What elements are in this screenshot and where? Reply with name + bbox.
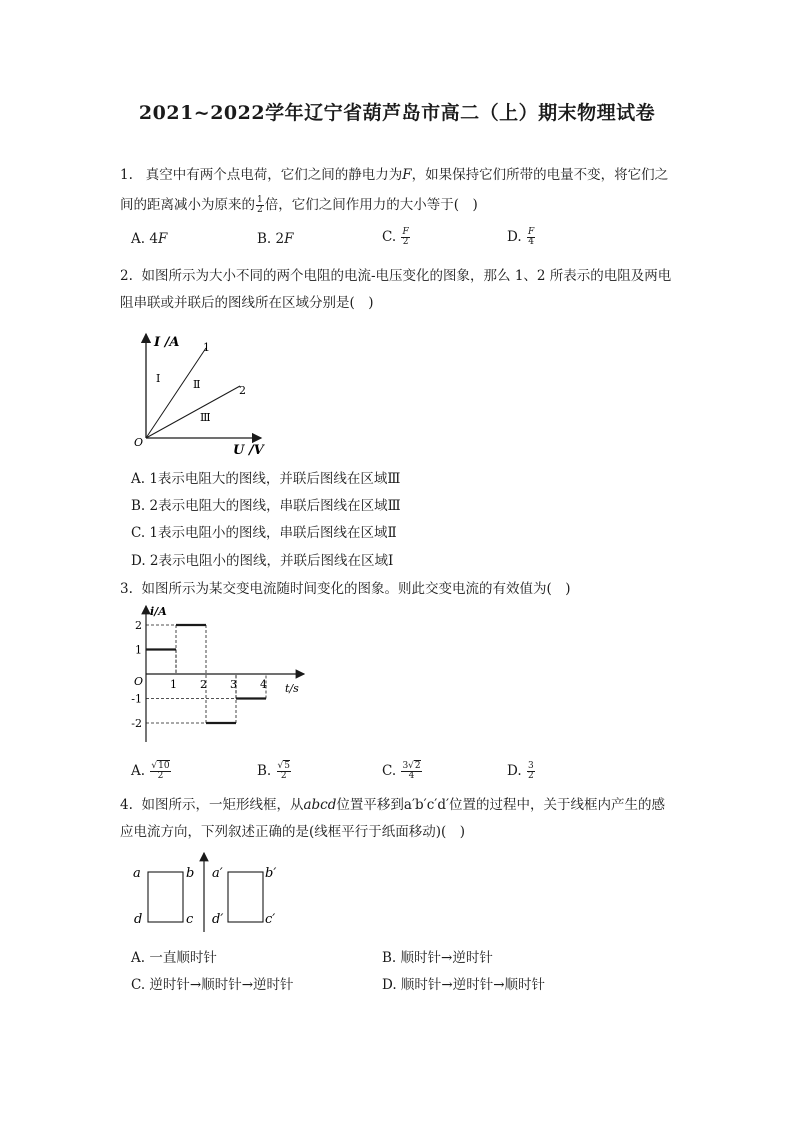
q4-frame-a2b2c2d2 <box>228 872 263 922</box>
q2-y-label: I /A <box>154 335 180 350</box>
q4-label-b-prime: b′ <box>265 866 277 881</box>
q2-text-1: 如图所示为大小不同的两个电阻的电流-电压变化的图象，那么 1、2 所表示的电阻及两电 <box>141 268 672 284</box>
q1-option-a[interactable] <box>131 231 167 247</box>
q3-opt-c-frac <box>401 762 421 781</box>
q3-opt-a-num: √10 <box>151 761 170 771</box>
q4-line1 <box>120 793 665 813</box>
q3-opt-b-label: B. <box>257 763 272 779</box>
q3-text-1: 如图所示为某交变电流随时间变化的图象。则此交变电流的有效值为( ) <box>141 581 571 597</box>
q1-opt-a-coef: 4 <box>149 231 158 247</box>
q2-line1-label: 1 <box>203 341 210 354</box>
q4-var-abcd: abcd <box>303 797 337 813</box>
q1-text-d: 倍，它们之间作用力的大小等于( ) <box>264 197 478 213</box>
q2-region-2: Ⅱ <box>193 378 201 391</box>
q2-option-b[interactable]: B. 2表示电阻大的图线，串联后图线在区域Ⅲ <box>131 498 401 514</box>
q1-opt-d-num: F <box>527 227 535 237</box>
q4-label-b: b <box>186 866 195 881</box>
q2-option-d[interactable]: D. 2表示电阻小的图线，并联后图线在区域Ⅰ <box>131 553 394 569</box>
q1-opt-a-var: F <box>157 231 168 247</box>
q3-opt-b-den: 2 <box>280 771 287 781</box>
q2-origin: O <box>134 436 144 449</box>
q3-y-label: i/A <box>150 605 167 618</box>
q2-x-label: U /V <box>233 443 264 458</box>
q1-opt-d-den: 4 <box>528 237 534 247</box>
q1-opt-b-coef: 2 <box>275 231 285 247</box>
q3-option-c[interactable] <box>382 762 423 781</box>
q1-fraction <box>256 196 264 215</box>
q2-text-2: 阻串联或并联后的图线所在区域分别是( ) <box>120 295 374 311</box>
q1-opt-d-frac <box>527 228 535 247</box>
q3-x-tick-label: 4 <box>260 678 267 691</box>
q4-text-b: 位置平移到a′b′c′d′位置的过程中，关于线框内产生的感 <box>336 797 666 813</box>
q1-line2 <box>120 193 478 215</box>
q1-opt-b-var: F <box>284 231 294 247</box>
q3-opt-b-num: √5 <box>277 761 290 771</box>
q2-region-3: Ⅲ <box>200 411 211 424</box>
q4-label-d-prime: d′ <box>212 912 224 927</box>
q1-opt-d-label: D. <box>507 229 522 245</box>
q3-option-a[interactable] <box>131 762 172 781</box>
q1-var-f: F <box>402 167 412 183</box>
q1-opt-b-label: B. <box>257 231 272 247</box>
q3-line1 <box>120 577 571 597</box>
q3-y-tick-label: 1 <box>135 643 142 657</box>
q1-opt-c-den: 2 <box>402 237 409 247</box>
q4-label-a: a <box>133 866 141 881</box>
q2-region-1: Ⅰ <box>156 372 161 385</box>
q4-option-b[interactable]: B. 顺时针→逆时针 <box>382 950 493 966</box>
q3-opt-a-frac <box>150 762 170 781</box>
q3-x-tick-label: 3 <box>230 678 237 691</box>
q3-x-tick-label: 2 <box>200 678 207 691</box>
q1-frac-num: 1 <box>257 195 263 205</box>
q2-line-1 <box>146 348 206 438</box>
q3-opt-c-coef: 3 <box>402 761 409 771</box>
q4-frame-figure <box>128 850 288 936</box>
q2-number: 2. <box>120 268 133 284</box>
q2-line2-label: 2 <box>239 384 246 397</box>
q1-option-b[interactable] <box>257 231 293 247</box>
q1-number: 1. <box>120 167 133 183</box>
q4-line2 <box>120 820 465 840</box>
q1-opt-c-label: C. <box>382 229 397 245</box>
q3-opt-d-label: D. <box>507 763 522 779</box>
q3-opt-a-den: 2 <box>157 771 164 781</box>
q3-y-tick-label: -2 <box>131 717 142 730</box>
q3-opt-c-num: 3√2 <box>402 761 421 771</box>
q4-text-a: 如图所示，一矩形线框，从 <box>141 797 304 813</box>
q1-opt-a-label: A. <box>131 231 146 247</box>
q2-option-c[interactable]: C. 1表示电阻小的图线，串联后图线在区域Ⅱ <box>131 525 397 541</box>
q1-text-c: 间的距离减小为原来的 <box>120 197 255 213</box>
q3-x-label: t/s <box>285 682 299 695</box>
q2-option-a[interactable]: A. 1表示电阻大的图线，并联后图线在区域Ⅲ <box>131 471 401 487</box>
q3-option-b[interactable] <box>257 762 292 781</box>
q1-opt-c-frac <box>401 228 409 247</box>
q3-opt-a-label: A. <box>131 763 146 779</box>
q3-opt-b-frac <box>277 762 291 781</box>
q3-number: 3. <box>120 581 133 597</box>
q1-text-b: ，如果保持它们所带的电量不变，将它们之 <box>411 167 669 183</box>
q2-line-2 <box>146 386 240 438</box>
q1-opt-c-num: F <box>402 227 409 237</box>
q1-text-a: 真空中有两个点电荷，它们之间的静电力为 <box>145 167 403 183</box>
q4-label-c-prime: c′ <box>265 912 276 927</box>
q2-iu-graph <box>128 328 268 458</box>
q4-text-2: 应电流方向，下列叙述正确的是(线框平行于纸面移动)( ) <box>120 824 466 840</box>
q3-opt-d-den: 2 <box>527 771 534 781</box>
q3-origin: O <box>134 675 144 688</box>
q3-current-graph <box>128 602 308 744</box>
q4-label-d: d <box>134 912 143 927</box>
q4-number: 4. <box>120 797 133 813</box>
q1-option-d[interactable] <box>507 228 536 247</box>
page-title: 2021~2022学年辽宁省葫芦岛市高二（上）期末物理试卷 <box>138 102 656 124</box>
q3-opt-a-radicand: 10 <box>158 761 170 771</box>
q3-opt-d-frac <box>527 762 535 781</box>
q4-label-c: c <box>186 912 194 927</box>
q3-option-d[interactable] <box>507 762 536 781</box>
q3-opt-d-num: 3 <box>527 761 534 771</box>
q4-frame-abcd <box>148 872 183 922</box>
q2-line1 <box>120 264 671 284</box>
q3-opt-c-radicand: 2 <box>414 761 421 771</box>
q3-y-tick-label: 2 <box>135 619 142 632</box>
q3-opt-c-den: 4 <box>408 771 415 781</box>
q1-line1 <box>120 163 668 183</box>
q4-label-a-prime: a′ <box>212 866 223 881</box>
q2-line2 <box>120 291 374 311</box>
q1-frac-den: 2 <box>257 205 263 215</box>
q3-opt-c-label: C. <box>382 763 397 779</box>
q4-option-c[interactable]: C. 逆时针→顺时针→逆时针 <box>131 977 294 993</box>
q3-opt-b-radicand: 5 <box>284 761 290 771</box>
q1-option-c[interactable] <box>382 228 411 247</box>
q3-y-tick-label: -1 <box>131 692 142 706</box>
q3-x-tick-label: 1 <box>170 678 177 691</box>
q4-option-a[interactable]: A. 一直顺时针 <box>131 950 217 966</box>
q4-option-d[interactable]: D. 顺时针→逆时针→顺时针 <box>382 977 546 993</box>
